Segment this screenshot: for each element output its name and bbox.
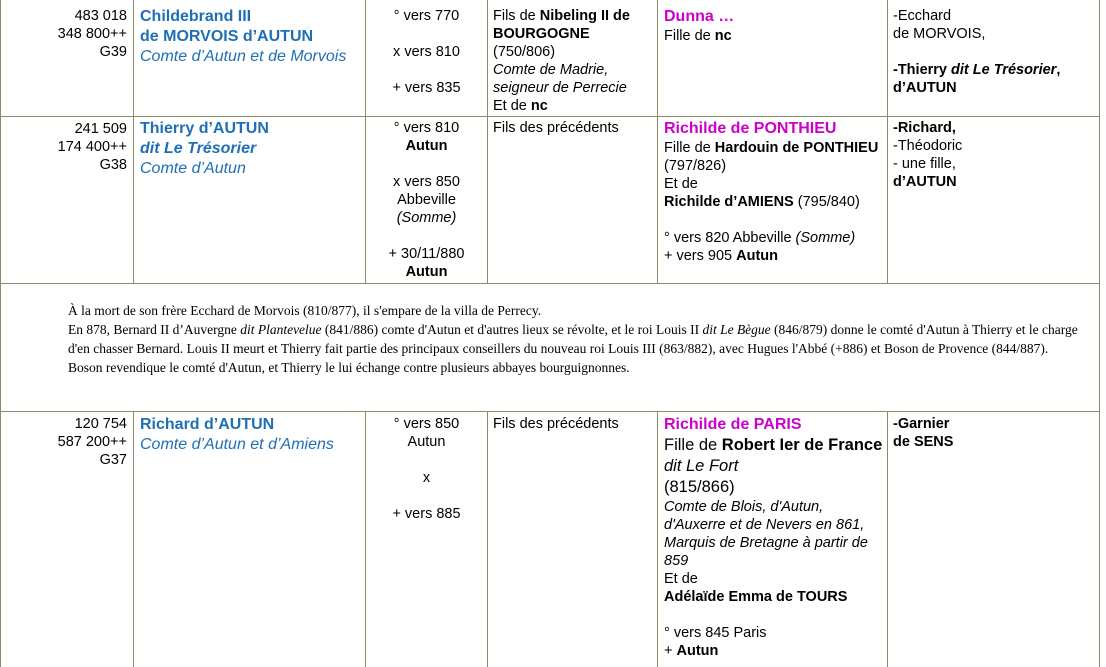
sosa-number: 483 018 (74, 8, 127, 24)
spouse-parent-prefix: Fille de (664, 436, 722, 454)
row-divider (0, 411, 1100, 412)
children-cell (893, 415, 1097, 451)
ancestor-number: 174 400++ (57, 139, 127, 155)
child-house: d’AUTUN (893, 80, 957, 96)
parents-text: Fils des précédents (493, 416, 619, 432)
marriage-date: x (422, 470, 431, 486)
spouse-name: Richilde de PONTHIEU (664, 120, 837, 137)
spouse-cell (664, 415, 886, 660)
spouse-cell (664, 7, 884, 45)
death-date: + vers 885 (392, 506, 461, 522)
child-name: - une fille, (893, 156, 956, 172)
spouse-mother-prefix: Et de (664, 571, 698, 587)
spouse-birth: ° vers 845 Paris (664, 625, 767, 641)
spouse-death-place: Autun (676, 643, 719, 659)
spouse-name: Richilde de PARIS (664, 416, 802, 433)
life-events-cell (366, 415, 487, 523)
birth-date: ° vers 770 (393, 8, 460, 24)
ancestor-number: 587 200++ (57, 434, 127, 450)
father-title: Comte de Madrie, seigneur de Perrecie (493, 62, 627, 96)
person-name-cell (140, 119, 362, 179)
children-cell (893, 7, 1097, 97)
note-paragraph: À la mort de son frère Ecchard de Morvois (810/877), il s'empare de la villa de Perrecy. (68, 303, 542, 318)
spouse-death-place: Autun (736, 248, 779, 264)
person-name: Childebrand III (140, 8, 252, 25)
parents-cell (493, 7, 653, 115)
parents-prefix: Fils de (493, 8, 540, 24)
person-name: Thierry d’AUTUN (140, 120, 269, 137)
father-name: Nibeling II de BOURGOGNE (493, 8, 630, 42)
person-name-cell (140, 7, 362, 67)
person-title: Comte d’Autun (140, 160, 246, 177)
person-name: Richard d’AUTUN (140, 416, 275, 433)
marriage-date: x vers 810 (393, 44, 460, 60)
spouse-father-dates: (797/826) (664, 158, 727, 174)
table-border-right (1099, 0, 1100, 667)
note-paragraph: En 878, Bernard II d’Auvergne dit Plantevelue (841/886) comte d'Autun et d'autres lieux se révolte, et le roi Louis II dit Le Bègue (846/879) donne le comté d'Autun à Thierry et le charge d'en chasser Bernard. Louis II meurt et Thierry fait partie des principaux conseillers du nouveau roi Louis III (863/882), avec Hugues l'Abbé (+886) et Boson de Provence (844/887). (68, 322, 1078, 356)
sosa-numbers (0, 415, 127, 469)
spouse-parent-prefix: Fille de (664, 140, 715, 156)
spouse-father-dates: (815/866) (664, 478, 735, 496)
spouse-father: Hardouin de PONTHIEU (714, 140, 879, 156)
parents-cell (493, 119, 653, 137)
child-name: -Ecchard (893, 8, 952, 24)
child-name: -Garnier (893, 416, 950, 432)
child-house: de SENS (893, 434, 954, 450)
child-name: -Richard, (893, 120, 956, 136)
marriage-date: x vers 850 (393, 174, 460, 190)
table-border-left (0, 0, 1, 667)
person-epithet: dit Le Trésorier (140, 140, 257, 157)
generation-label: G37 (99, 452, 127, 468)
life-events-cell (366, 119, 487, 281)
ancestor-number: 348 800++ (57, 26, 127, 42)
person-name-line2: de MORVOIS d’AUTUN (140, 28, 314, 45)
death-date: + vers 835 (392, 80, 461, 96)
sosa-numbers (0, 7, 127, 61)
spouse-father-epithet: dit Le Fort (664, 457, 739, 475)
mother-prefix: Et de (493, 98, 531, 114)
child-name: -Théodoric (893, 138, 963, 154)
col-divider (657, 0, 658, 283)
mother-name: nc (530, 98, 548, 114)
person-name-cell (140, 415, 362, 455)
note-paragraph: Boson revendique le comté d'Autun, et Thierry le lui échange contre plusieurs abbayes bourguignonnes. (68, 360, 630, 375)
death-date: + 30/11/880 (388, 246, 465, 262)
spouse-parent-prefix: Fille de (664, 28, 715, 44)
spouse-parent: nc (714, 28, 732, 44)
birth-date: ° vers 810 (393, 120, 460, 136)
child-name-cont: de MORVOIS, (893, 26, 986, 42)
sosa-number: 241 509 (74, 121, 127, 137)
col-divider (487, 0, 488, 283)
life-events-cell (366, 7, 487, 97)
spouse-mother: Adélaïde Emma de TOURS (664, 589, 848, 605)
sosa-number: 120 754 (74, 416, 127, 432)
birth-place: Autun (405, 138, 448, 154)
col-divider (487, 411, 488, 667)
spouse-mother-prefix: Et de (664, 176, 698, 192)
parents-cell (493, 415, 653, 433)
spouse-birth-region: (Somme) (795, 230, 856, 246)
generation-label: G38 (99, 157, 127, 173)
birth-place: Autun (407, 434, 446, 450)
father-dates: (750/806) (493, 44, 556, 60)
spouse-death: + (664, 643, 677, 659)
marriage-place: Abbeville (397, 192, 456, 208)
col-divider (887, 411, 888, 667)
col-divider (133, 0, 134, 283)
sosa-numbers (0, 120, 127, 174)
child-name: -Thierry (893, 62, 952, 78)
col-divider (133, 411, 134, 667)
spouse-father-title: Comte de Blois, d'Autun, d'Auxerre et de Nevers en 861, Marquis de Bretagne à partir de 859 (664, 499, 868, 569)
child-epithet: dit Le Trésorier (951, 62, 1057, 78)
biography-note (68, 301, 1078, 377)
spouse-mother-dates: (795/840) (793, 194, 860, 210)
death-place: Autun (405, 264, 448, 280)
marriage-region: (Somme) (396, 210, 457, 226)
child-house: d’AUTUN (893, 174, 957, 190)
spouse-cell (664, 119, 884, 265)
spouse-name: Dunna … (664, 8, 735, 25)
spouse-mother: Richilde d’AMIENS (664, 194, 794, 210)
parents-text: Fils des précédents (493, 120, 619, 136)
row-divider (0, 283, 1100, 284)
spouse-death: + vers 905 (664, 248, 737, 264)
children-cell (893, 119, 1097, 191)
row-divider (0, 116, 1100, 117)
birth-date: ° vers 850 (393, 416, 460, 432)
person-title: Comte d’Autun et de Morvois (140, 48, 347, 65)
spouse-father: Robert Ier de France (721, 436, 883, 454)
col-divider (887, 0, 888, 283)
generation-label: G39 (99, 44, 127, 60)
col-divider (657, 411, 658, 667)
spouse-birth: ° vers 820 Abbeville (664, 230, 796, 246)
person-title: Comte d’Autun et d’Amiens (140, 436, 334, 453)
child-comma: , (1056, 62, 1061, 78)
